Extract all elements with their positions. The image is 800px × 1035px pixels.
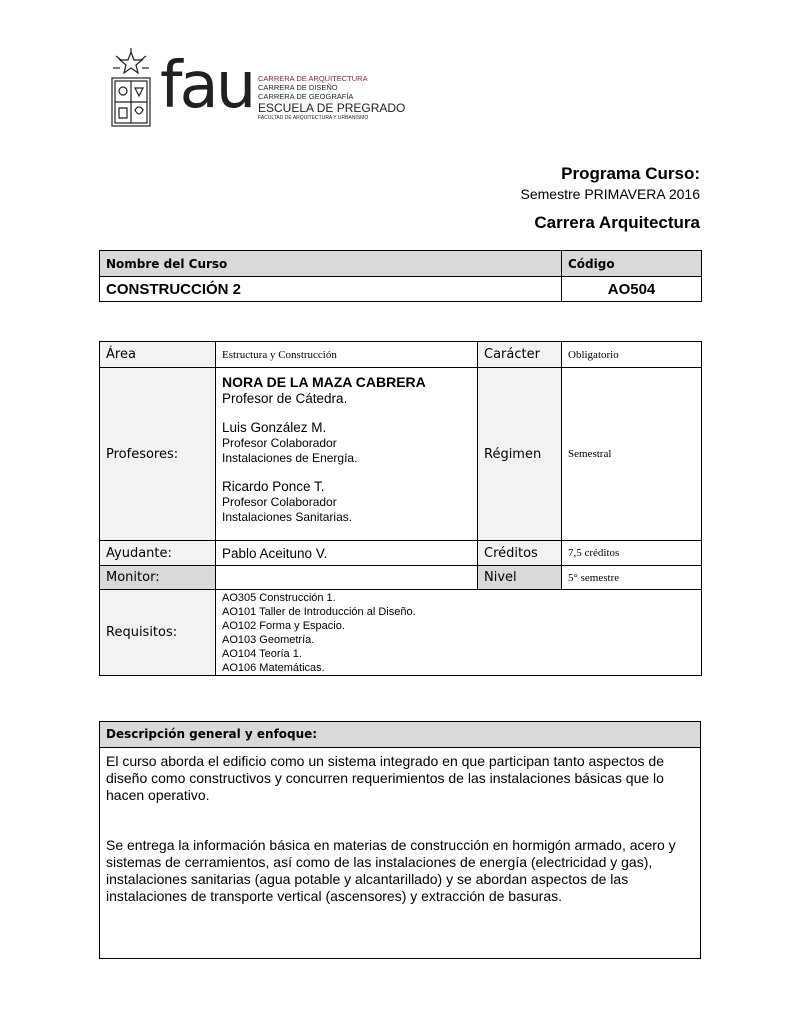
description-paragraph: Se entrega la información básica en materias de construcción en hormigón armado, acero y sistemas de cerramientos, así como de las instalaciones de energía (electricidad y gas), instalaciones sanitarias (agua potable y alcantarillado) y se abordan aspectos de las instalaciones de transporte vertical (ascensores) y extracción de basuras. — [106, 837, 676, 904]
course-name: CONSTRUCCIÓN 2 — [100, 277, 562, 302]
professor-main-name: NORA DE LA MAZA CABRERA — [222, 374, 426, 390]
professor-main-title: Profesor de Cátedra. — [222, 391, 348, 406]
description-box — [99, 721, 701, 959]
regimen-value: Semestral — [562, 368, 702, 541]
list-item: AO102 Forma y Espacio. — [222, 620, 345, 632]
fau-wordmark: fau — [160, 49, 254, 123]
profesores-label: Profesores: — [100, 368, 216, 541]
table-row — [100, 277, 702, 302]
table-row — [100, 368, 702, 541]
list-item: AO106 Matemáticas. — [222, 662, 325, 674]
university-crest-icon — [108, 48, 154, 128]
professor-area: Instalaciones Sanitarias. — [222, 510, 353, 524]
professor-role: Profesor Colaborador — [222, 436, 337, 450]
list-item: AO103 Geometría. — [222, 634, 315, 646]
caracter-value: Obligatorio — [562, 342, 702, 368]
list-item: AO101 Taller de Introducción al Diseño. — [222, 606, 416, 618]
ayudante-label: Ayudante: — [100, 541, 216, 566]
table-row — [100, 566, 702, 590]
course-info-table — [99, 341, 702, 676]
description-body — [100, 748, 700, 905]
list-item: AO104 Teoría 1. — [222, 648, 302, 660]
logo-line: CARRERA DE DISEÑO — [258, 83, 338, 92]
course-name-header: Nombre del Curso — [100, 251, 562, 277]
course-code: AO504 — [562, 277, 702, 302]
regimen-label: Régimen — [478, 368, 562, 541]
creditos-value: 7,5 créditos — [562, 541, 702, 566]
profesores-value — [216, 368, 478, 541]
table-row — [100, 590, 702, 676]
professor-role: Profesor Colaborador — [222, 495, 337, 509]
title-block — [521, 164, 700, 233]
caracter-label: Carácter — [478, 342, 562, 368]
monitor-label: Monitor: — [100, 566, 216, 590]
logo-line: CARRERA DE ARQUITECTURA — [258, 74, 368, 83]
description-header: Descripción general y enfoque: — [100, 722, 700, 748]
area-value: Estructura y Construcción — [216, 342, 478, 368]
ayudante-value: Pablo Aceituno V. — [216, 541, 478, 566]
description-paragraph: El curso aborda el edificio como un sistema integrado en que participan tanto aspectos de diseño como constructivos y concurren requerimientos de las instalaciones básicas que lo hacen operativo. — [106, 753, 665, 803]
creditos-label: Créditos — [478, 541, 562, 566]
career-label: Carrera Arquitectura — [534, 213, 700, 232]
professor-name: Luis González M. — [222, 420, 327, 435]
logo-line: ESCUELA DE PREGRADO — [258, 101, 406, 115]
table-row — [100, 541, 702, 566]
table-row — [100, 342, 702, 368]
nivel-label: Nivel — [478, 566, 562, 590]
list-item: AO305 Construcción 1. — [222, 592, 336, 604]
area-label: Área — [100, 342, 216, 368]
table-header-row — [100, 251, 702, 277]
logo-text-block — [258, 74, 408, 121]
requisitos-list — [216, 590, 702, 676]
course-table — [99, 250, 702, 302]
fau-logo — [108, 48, 408, 130]
logo-line: CARRERA DE GEOGRAFÍA — [258, 92, 354, 101]
professor-name: Ricardo Ponce T. — [222, 479, 325, 494]
nivel-value: 5° semestre — [562, 566, 702, 590]
page-title: Programa Curso: — [561, 164, 700, 183]
professor-area: Instalaciones de Energía. — [222, 451, 358, 465]
logo-line: FACULTAD DE ARQUITECTURA Y URBANISMO — [258, 115, 369, 121]
semester-label: Semestre PRIMAVERA 2016 — [520, 186, 700, 202]
monitor-value — [216, 566, 478, 590]
requisitos-label: Requisitos: — [100, 590, 216, 676]
course-code-header: Código — [562, 251, 702, 277]
